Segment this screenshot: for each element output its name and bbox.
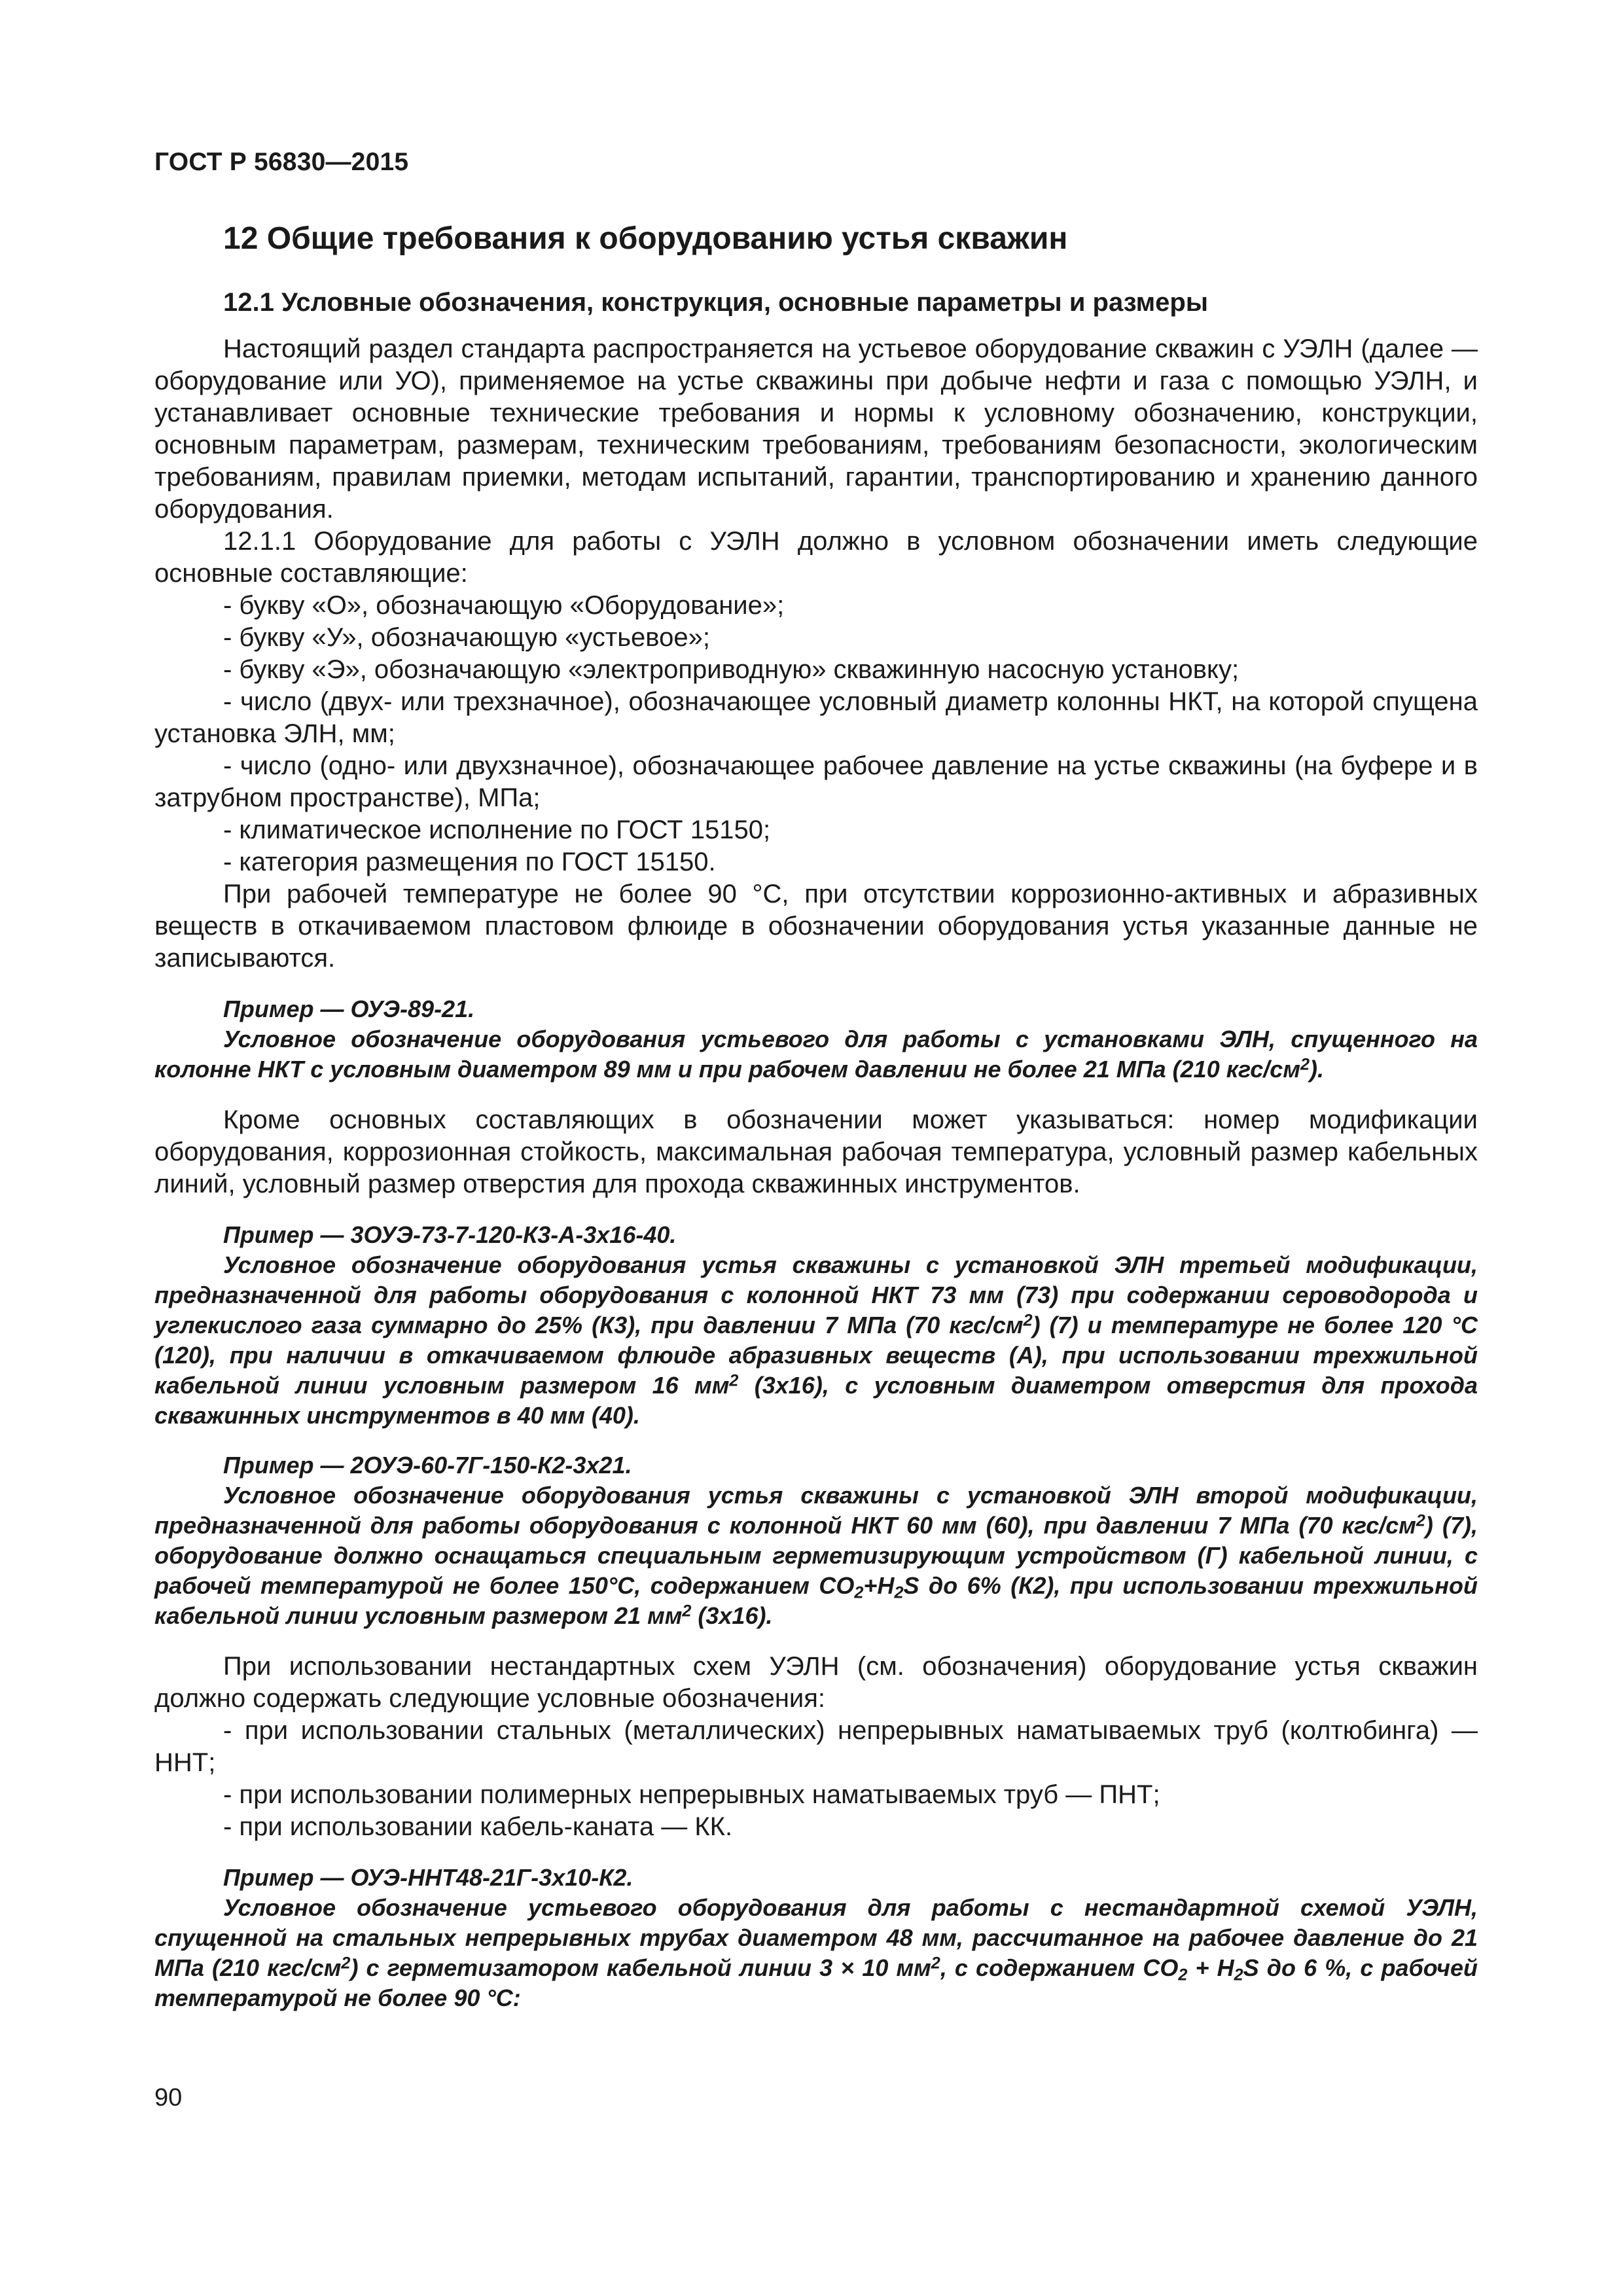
list-item: - при использовании полимерных непрерывных наматываемых труб — ПНТ;	[223, 1780, 1160, 1809]
temperature-note: При рабочей температуре не более 90 °С, при отсутствии коррозионно-активных и абразивных веществ в откачиваемом пластовом флюиде в обозначении оборудования устья указанные данные не записываются.	[154, 880, 1478, 973]
list-item: - при использовании стальных (металлических) непрерывных наматываемых труб (колтюбинга) — ННТ;	[154, 1716, 1478, 1777]
list-item: - букву «Э», обозначающую «электроприводную» скважинную насосную установку;	[223, 655, 1240, 684]
example-heading: Пример — 3ОУЭ-73-7-120-К3-А-3х16-40.	[223, 1221, 677, 1248]
list-item: - климатическое исполнение по ГОСТ 15150;	[223, 816, 771, 844]
page-content	[154, 219, 1478, 2013]
list-item: - при использовании кабель-каната — КК.	[223, 1812, 733, 1841]
clause-12-1-1: 12.1.1 Оборудование для работы с УЭЛН должно в условном обозначении иметь следующие основные составляющие:	[154, 527, 1478, 588]
example-heading: Пример — 2ОУЭ-60-7Г-150-К2-3х21.	[223, 1452, 632, 1479]
extra-components-paragraph: Кроме основных составляющих в обозначении может указываться: номер модификации оборудования, коррозионная стойкость, максимальная рабочая температура, условный размер кабельных линий, условный размер отверстия для прохода скважинных инструментов.	[154, 1105, 1478, 1198]
example-description: Условное обозначение устьевого оборудования для работы с нестандартной схемой УЭЛН, спущенной на стальных непрерывных трубах диаметром 48 мм, рассчитанное на рабочее давление до 21 МПа (210 кгс/$см^2$) с герметизатором кабельной линии 3 × 10 $мм^2$, с содержанием $СО_2 + H_2S$ до 6 %, с рабочей температурой не более 90 °С:	[154, 1894, 1478, 2011]
example-heading: Пример — ОУЭ-89-21.	[223, 996, 475, 1022]
example-description: Условное обозначение оборудования устья скважины с установкой ЭЛН второй модификации, предназначенной для работы оборудования с колонной НКТ 60 мм (60), при давлении 7 МПа (70 кгс/$см^2$) (7), оборудование должно оснащаться специальным герметизирующим устройством (Г) кабельной линии, с рабочей температурой не более 150°С, содержанием $СО_2+H_2S$ до 6% (К2), при использовании трехжильной кабельной линии условным размером 21 $мм^2$ (3х16).	[154, 1482, 1478, 1629]
list-item: - букву «О», обозначающую «Оборудование»;	[223, 591, 785, 620]
list-item: - число (одно- или двухзначное), обозначающее рабочее давление на устье скважины (на буфере и в затрубном пространстве), МПа;	[154, 751, 1478, 812]
subsection-title: 12.1 Условные обозначения, конструкция, основные параметры и размеры	[223, 288, 1209, 317]
list-item: - число (двух- или трехзначное), обозначающее условный диаметр колонны НКТ, на которой спущена установка ЭЛН, мм;	[154, 687, 1478, 748]
example-description: Условное обозначение оборудования устья скважины с установкой ЭЛН третьей модификации, предназначенной для работы оборудования с колонной НКТ 73 мм (73) при содержании сероводорода и углекислого газа суммарно до 25% (К3), при давлении 7 МПа (70 кгс/$см^2$) (7) и температуре не более 120 °С (120), при наличии в откачиваемом флюиде абразивных веществ (А), при использовании трехжильной кабельной линии условным размером 16 $мм^2$ (3х16), с условным диаметром отверстия для прохода скважинных инструментов в 40 мм (40).	[154, 1251, 1478, 1429]
document-code: ГОСТ Р 56830—2015	[154, 148, 409, 176]
nonstandard-paragraph: При использовании нестандартных схем УЭЛН (см. обозначения) оборудование устья скважин должно содержать следующие условные обозначения:	[154, 1652, 1478, 1713]
section-title: 12 Общие требования к оборудованию устья скважин	[223, 221, 1068, 256]
intro-paragraph: Настоящий раздел стандарта распространяется на устьевое оборудование скважин с УЭЛН (далее — оборудование или УО), применяемое на устье скважины при добыче нефти и газа с помощью УЭЛН, и устанавливает основные технические требования и нормы к условному обозначению, конструкции, основным параметрам, размерам, техническим требованиям, требованиям безопасности, экологическим требованиям, правилам приемки, методам испытаний, гарантии, транспортированию и хранению данного оборудования.	[154, 334, 1478, 524]
page-number: 90	[154, 2084, 183, 2111]
list-item: - категория размещения по ГОСТ 15150.	[223, 848, 716, 876]
list-item: - букву «У», обозначающую «устьевое»;	[223, 623, 710, 652]
example-description: Условное обозначение оборудования устьевого для работы с установками ЭЛН, спущенного на колонне НКТ с условным диаметром 89 мм и при рабочем давлении не более 21 МПа (210 кгс/$см^2$).	[154, 1026, 1478, 1083]
example-heading: Пример — ОУЭ-ННТ48-21Г-3х10-К2.	[223, 1864, 633, 1891]
